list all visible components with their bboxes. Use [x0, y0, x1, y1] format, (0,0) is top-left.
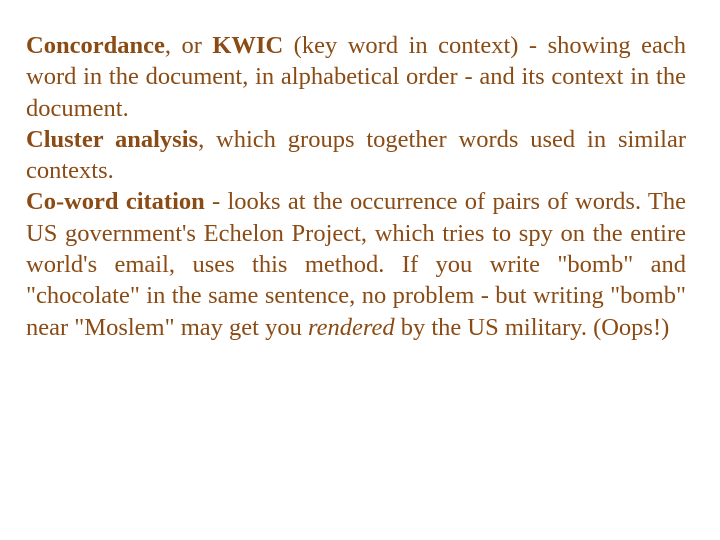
- concordance-term: Concordance: [26, 32, 165, 59]
- cluster-analysis-description: , which groups together words used in similar contexts.: [26, 125, 686, 185]
- concordance-or-text: or: [170, 32, 213, 59]
- kwic-term: KWIC: [212, 32, 284, 59]
- co-word-citation-ending: by the US military. (Oops!): [394, 313, 670, 341]
- cluster-analysis-term: Cluster analysis: [26, 125, 199, 153]
- rendered-emphasis: rendered: [307, 313, 395, 341]
- slide-body: [26, 30, 686, 343]
- cluster-analysis-paragraph: [26, 124, 686, 187]
- concordance-paragraph: [26, 30, 686, 124]
- concordance-separator: ,: [164, 32, 171, 59]
- co-word-citation-description: - looks at the occurrence of pairs of words. The US government's Echelon Project, which tries to spy on the entire world's email, uses this method. If you write "bomb" and "chocolate" in the same sentence, no problem - but writing "bomb" near "Moslem" may get you: [26, 188, 686, 341]
- co-word-citation-term: Co-word citation: [26, 188, 205, 216]
- concordance-description: (key word in context) - showing each word in the document, in alphabetical order - and its context in the document.: [26, 32, 686, 122]
- co-word-citation-paragraph: [26, 186, 686, 342]
